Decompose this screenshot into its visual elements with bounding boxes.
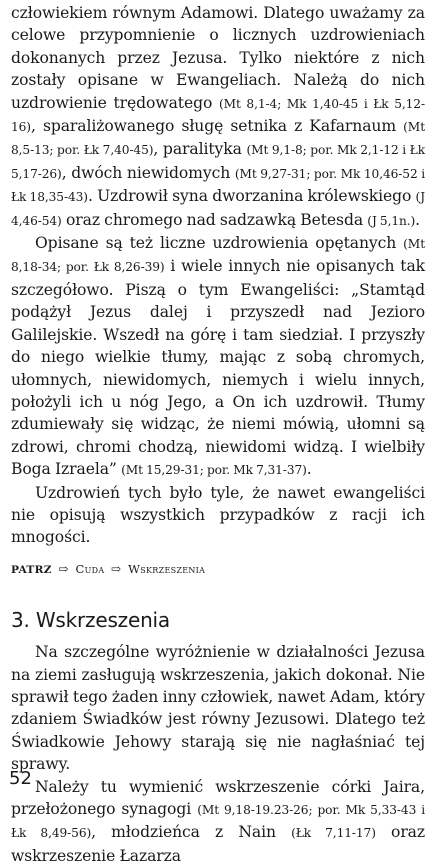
paragraph-text: oraz chromego nad sadzawką Betesda xyxy=(61,210,368,229)
section-heading xyxy=(11,607,425,633)
scripture-reference: (Mt 9,1-8; por. Mk 2,1-12 i Łk 5,17-26) xyxy=(11,143,425,181)
paragraph-resurrections xyxy=(11,641,425,775)
scripture-reference: (Łk 7,11-17) xyxy=(291,826,376,841)
paragraph-text: , dwóch niewidomych xyxy=(61,163,235,182)
paragraph-text: . xyxy=(415,210,421,229)
page-content xyxy=(11,2,425,867)
paragraph-resurrection-list xyxy=(11,776,425,867)
scripture-reference: (Mt 9,27-31; por. Mk 10,46-52 i Łk 18,35-43) xyxy=(11,166,425,205)
see-also-link-cuda[interactable]: Cuda xyxy=(75,561,105,576)
hollow-right-arrow-icon: ⇨ xyxy=(58,561,69,576)
paragraph-text: człowiekiem równym Adamowi. Dlatego uważamy za celowe przypomnienie o licznych uzdrowieniach dokonanych przez Jezusa. Tylko niektóre z nich zostały opisane w Ewangeliach. Należą do nich uzdrowienie trędowatego xyxy=(11,4,425,112)
scripture-reference: (J 5,1n.) xyxy=(367,213,416,228)
paragraph-text: Uzdrowień tych było tyle, że nawet ewangeliści nie opisują wszystkich przypadków z racji ich mnogości. xyxy=(11,483,425,547)
paragraph-text: Należy tu wymienić wskrzeszenie córki Jaira, przełożonego synagogi xyxy=(11,777,425,818)
paragraph-text: . Uzdrowił syna dworzanina królewskiego xyxy=(87,187,416,206)
see-also-link-wskrzeszenia[interactable]: Wskrzeszenia xyxy=(128,561,206,576)
paragraph-text: , paralityka xyxy=(153,140,247,159)
see-also-line xyxy=(11,558,425,581)
scripture-reference: (Mt 9,18-19.23-26; por. Mk 5,33-43 i Łk 8,49-56) xyxy=(11,803,425,841)
paragraph-text: , sparaliżowanego sługę setnika z Kafarnaum xyxy=(30,117,404,136)
paragraph-healings xyxy=(11,2,425,232)
scripture-reference: (Mt 15,29-31; por. Mk 7,31-37) xyxy=(121,463,307,478)
paragraph-text: oraz wskrzeszenie Łazarza xyxy=(11,823,425,865)
paragraph-text: Na szczególne wyróżnienie w działalności Jezusa na ziemi zasługują wskrzeszenia, jakich dokonał. Nie sprawił tego żaden inny człowiek, nawet Adam, który zdaniem Świadków jest równy Jezusowi. Dlatego też Świadkowie Jehowy starają się nie nagłaśniać tej sprawy. xyxy=(11,643,425,774)
section-number: 3. xyxy=(11,608,30,633)
hollow-right-arrow-icon: ⇨ xyxy=(111,561,122,576)
section-title: Wskrzeszenia xyxy=(35,608,170,633)
scripture-reference: (Mt 8,5-13; por. Łk 7,40-45) xyxy=(11,120,425,158)
paragraph-many-healings xyxy=(11,482,425,549)
scripture-reference: (Mt 8,1-4; Mk 1,40-45 i Łk 5,12-16) xyxy=(11,96,425,135)
scripture-reference: (Mt 8,18-34; por. Łk 8,26-39) xyxy=(11,237,425,275)
page-number: 52 xyxy=(9,768,32,789)
paragraph-possessed xyxy=(11,232,425,481)
paragraph-text: Opisane są też liczne uzdrowienia opętanych xyxy=(35,234,404,253)
paragraph-text: , młodzieńca z Nain xyxy=(91,823,292,842)
paragraph-text: i wiele innych nie opisanych tak szczegółowo. Piszą o tym Ewangeliści: „Stamtąd podążył Jezus dalej i przyszedł nad Jezioro Galilejskie. Wszedł na górę i tam siedział. I przyszły do niego wielkie tłumy, mając z sobą chromych, ułomnych, niewidomych, niemych i wielu innych, położyli ich u nóg Jego, a On ich uzdrowił. Tłumy zdumiewały się widząc, że niemi mówią, ułomni są zdrowi, chromi chodzą, niewidomi widzą. I wielbiły Boga Izraela” xyxy=(11,257,426,479)
paragraph-text: . xyxy=(306,460,312,479)
see-also-label: PATRZ xyxy=(11,563,52,576)
scripture-reference: (J 4,46-54) xyxy=(11,190,425,228)
